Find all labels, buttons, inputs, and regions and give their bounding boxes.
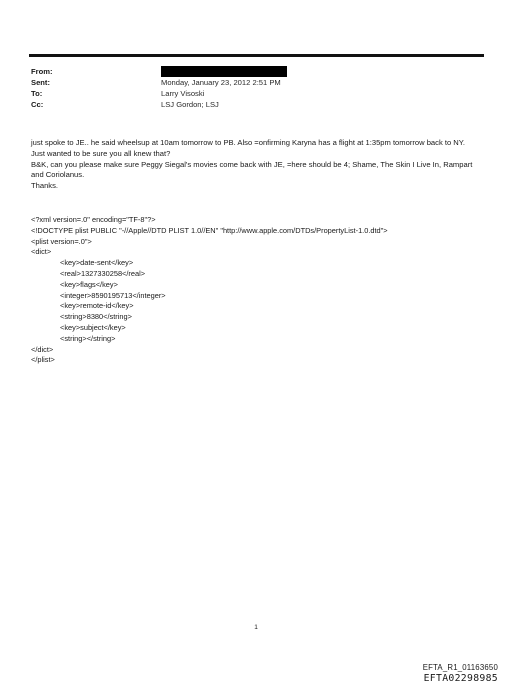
bates-number-primary: EFTA_R1_01163650 xyxy=(422,663,498,672)
body-paragraph: Thanks. xyxy=(31,181,59,191)
header-row-cc xyxy=(31,99,287,110)
email-body xyxy=(31,138,481,192)
xml-line: <string></string> xyxy=(60,333,116,343)
xml-line: <string>8380</string> xyxy=(60,312,132,322)
xml-line: <integer>8590195713</integer> xyxy=(60,290,166,300)
page-number: 1 xyxy=(254,624,258,631)
xml-line: <!DOCTYPE plist PUBLIC "-//Apple//DTD PLIST 1.0//EN" "http://www.apple.com/DTDs/PropertyList-1.0.dtd"> xyxy=(31,225,388,235)
header-label-from: From: xyxy=(31,67,53,76)
xml-line: </plist> xyxy=(31,355,55,365)
body-paragraph: Just wanted to be sure you all knew that? xyxy=(31,148,171,158)
header-label-cc: Cc: xyxy=(31,100,44,109)
header-row-to xyxy=(31,88,287,99)
xml-line: <key>date-sent</key> xyxy=(60,258,134,268)
redaction-block xyxy=(161,66,287,77)
header-value-sent: Monday, January 23, 2012 2:51 PM xyxy=(161,78,281,87)
header-divider xyxy=(29,54,484,57)
plist-block xyxy=(31,215,388,366)
xml-line: <?xml version=.0" encoding="TF-8"?> xyxy=(31,215,156,224)
body-paragraph: just spoke to JE.. he said wheelsup at 10am tomorrow to PB. Also =onfirming Karyna has a flight at 1:35pm tomorrow back to NY. xyxy=(31,138,465,147)
header-row-from xyxy=(31,66,287,77)
bates-number-secondary: EFTA02298985 xyxy=(423,673,498,684)
xml-line: <key>flags</key> xyxy=(60,279,118,289)
header-value-cc: LSJ Gordon; LSJ xyxy=(161,100,219,109)
header-row-sent xyxy=(31,77,287,88)
xml-line: <key>subject</key> xyxy=(60,322,126,332)
xml-line: <key>remote-id</key> xyxy=(60,301,134,311)
header-value-to: Larry Visoski xyxy=(161,89,205,98)
header-label-to: To: xyxy=(31,89,43,98)
email-header xyxy=(31,66,287,110)
xml-line: <real>1327330258</real> xyxy=(60,268,146,278)
header-label-sent: Sent: xyxy=(31,78,50,87)
xml-line: </dict> xyxy=(31,344,54,354)
xml-line: <plist version=.0"> xyxy=(31,236,92,246)
xml-line: <dict> xyxy=(31,247,52,257)
body-paragraph: B&K, can you please make sure Peggy Siegal's movies come back with JE, =here should be 4; Shame, The Skin I Live In, Rampart and Coriolanus. xyxy=(31,159,473,180)
